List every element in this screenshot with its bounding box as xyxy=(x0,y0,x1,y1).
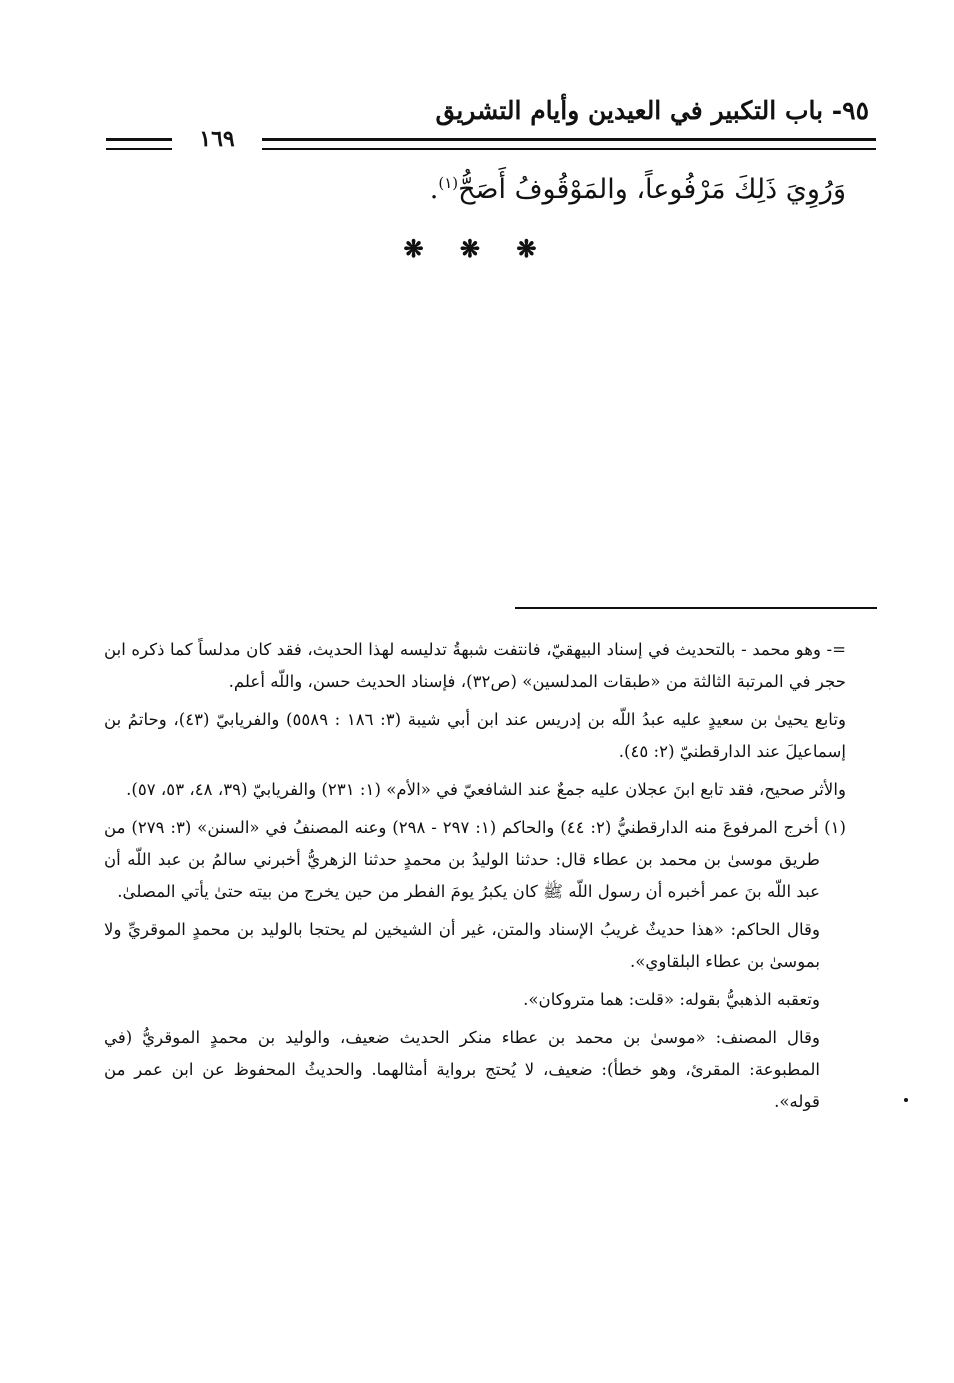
footnote-continuation-paragraph: وتابع يحيىٰ بن سعيدٍ عليه عبدُ اللّه بن إدريس عند ابن أبي شيبة (٣: ١٨٦ : ٥٥٨٩) والفريابيّ (٤٣)، وحاتمُ بن إسماعيلَ عند الدارقطنيّ (٢: ٤٥). xyxy=(104,710,846,761)
main-text xyxy=(430,174,846,205)
footnotes xyxy=(104,634,846,1124)
footnote-1-paragraph: وقال الحاكم: «هذا حديثٌ غريبُ الإسناد والمتن، غير أن الشيخين لم يحتجا بالوليد بن محمدٍ الموقريِّ ولا بموسىٰ بن عطاء البلقاوي». xyxy=(104,920,820,971)
page-number: ١٦٩ xyxy=(199,126,235,152)
footnote-continuation-paragraph: والأثر صحيح، فقد تابع ابنَ عجلان عليه جمعٌ عند الشافعيّ في «الأم» (١: ٢٣١) والفريابيّ (٣٩، ٤٨، ٥٣، ٥٧). xyxy=(126,780,846,799)
running-title: ٩٥- باب التكبير في العيدين وأيام التشريق xyxy=(435,96,869,125)
section-ornament: ❋ ❋ ❋ xyxy=(403,234,551,263)
sentence-end: . xyxy=(429,174,439,205)
main-sentence: وَرُوِيَ ذَلِكَ مَرْفُوعاً، والمَوْقُوفُ أَصَحُّ xyxy=(458,174,846,205)
header-rule-right xyxy=(262,138,876,150)
scan-speck xyxy=(904,1098,908,1102)
footnote-separator xyxy=(515,607,877,609)
footnote-1-paragraph: وتعقبه الذهبيُّ بقوله: «قلت: هما متروكان». xyxy=(523,990,820,1009)
footnote-1-paragraph: وقال المصنف: «موسىٰ بن محمد بن عطاء منكر الحديث ضعيف، والوليد بن محمدٍ الموقريُّ (في المطبوعة: المقرئ، وهو خطأ): ضعيف، لا يُحتج برواية أمثالهما. والحديثُ المحفوظ عن ابن عمر من قوله». xyxy=(104,1028,820,1111)
footnote-reference: (١) xyxy=(438,174,459,192)
header-rule-left xyxy=(106,138,172,150)
footnote-1: (١) أخرج المرفوعَ منه الدارقطنيُّ (٢: ٤٤) والحاكم (١: ٢٩٧ - ٢٩٨) وعنه المصنفُ في «السنن» (٣: ٢٧٩) من طريق موسىٰ بن محمد بن عطاء قال: حدثنا الوليدُ بن محمدٍ حدثنا الزهريُّ أخبرني سالمُ بن عبد اللّه أن عبد اللّه بنَ عمر أخبره أن رسول اللّه ﷺ كان يكبرُ يومَ الفطر من حين يخرج من بيته حتىٰ يأتي المصلىٰ. xyxy=(104,818,846,901)
footnote-continuation-paragraph: =- وهو محمد - بالتحديث في إسناد البيهقيّ، فانتفت شبهةُ تدليسه لهذا الحديث، فقد كان مدلساً كما ذكره ابن حجر في المرتبة الثالثة من «طبقات المدلسين» (ص٣٢)، فإسناد الحديث حسن، واللّه أعلم. xyxy=(104,640,846,691)
